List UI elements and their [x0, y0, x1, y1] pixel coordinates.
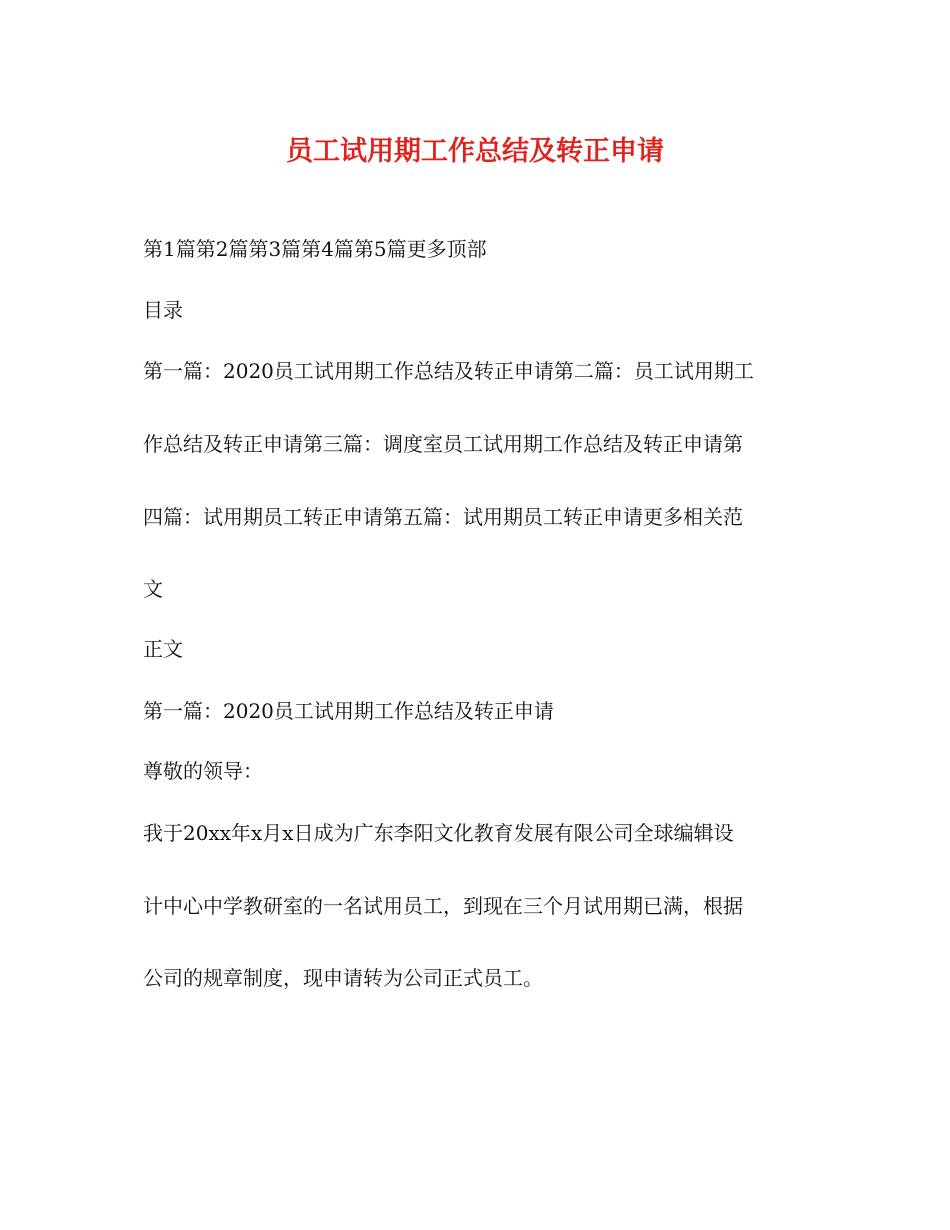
section-nav[interactable]: 第1篇第2篇第3篇第4篇第5篇更多顶部: [143, 237, 487, 261]
toc-line: 作总结及转正申请第三篇：调度室员工试用期工作总结及转正申请第: [143, 432, 743, 456]
toc-line: 文: [143, 577, 163, 601]
article-title: 第一篇：2020员工试用期工作总结及转正申请: [143, 699, 554, 723]
salutation: 尊敬的领导：: [143, 759, 263, 783]
paragraph-line: 公司的规章制度，现申请转为公司正式员工。: [143, 966, 543, 990]
paragraph-line: 我于20xx年x月x日成为广东李阳文化教育发展有限公司全球编辑设: [143, 821, 734, 845]
body-heading: 正文: [143, 637, 183, 661]
document-title: 员工试用期工作总结及转正申请: [286, 136, 664, 167]
toc-line: 四篇：试用期员工转正申请第五篇：试用期员工转正申请更多相关范: [143, 505, 743, 529]
toc-line: 第一篇：2020员工试用期工作总结及转正申请第二篇：员工试用期工: [143, 359, 754, 383]
paragraph-line: 计中心中学教研室的一名试用员工，到现在三个月试用期已满，根据: [143, 894, 743, 918]
toc-heading: 目录: [143, 298, 183, 322]
